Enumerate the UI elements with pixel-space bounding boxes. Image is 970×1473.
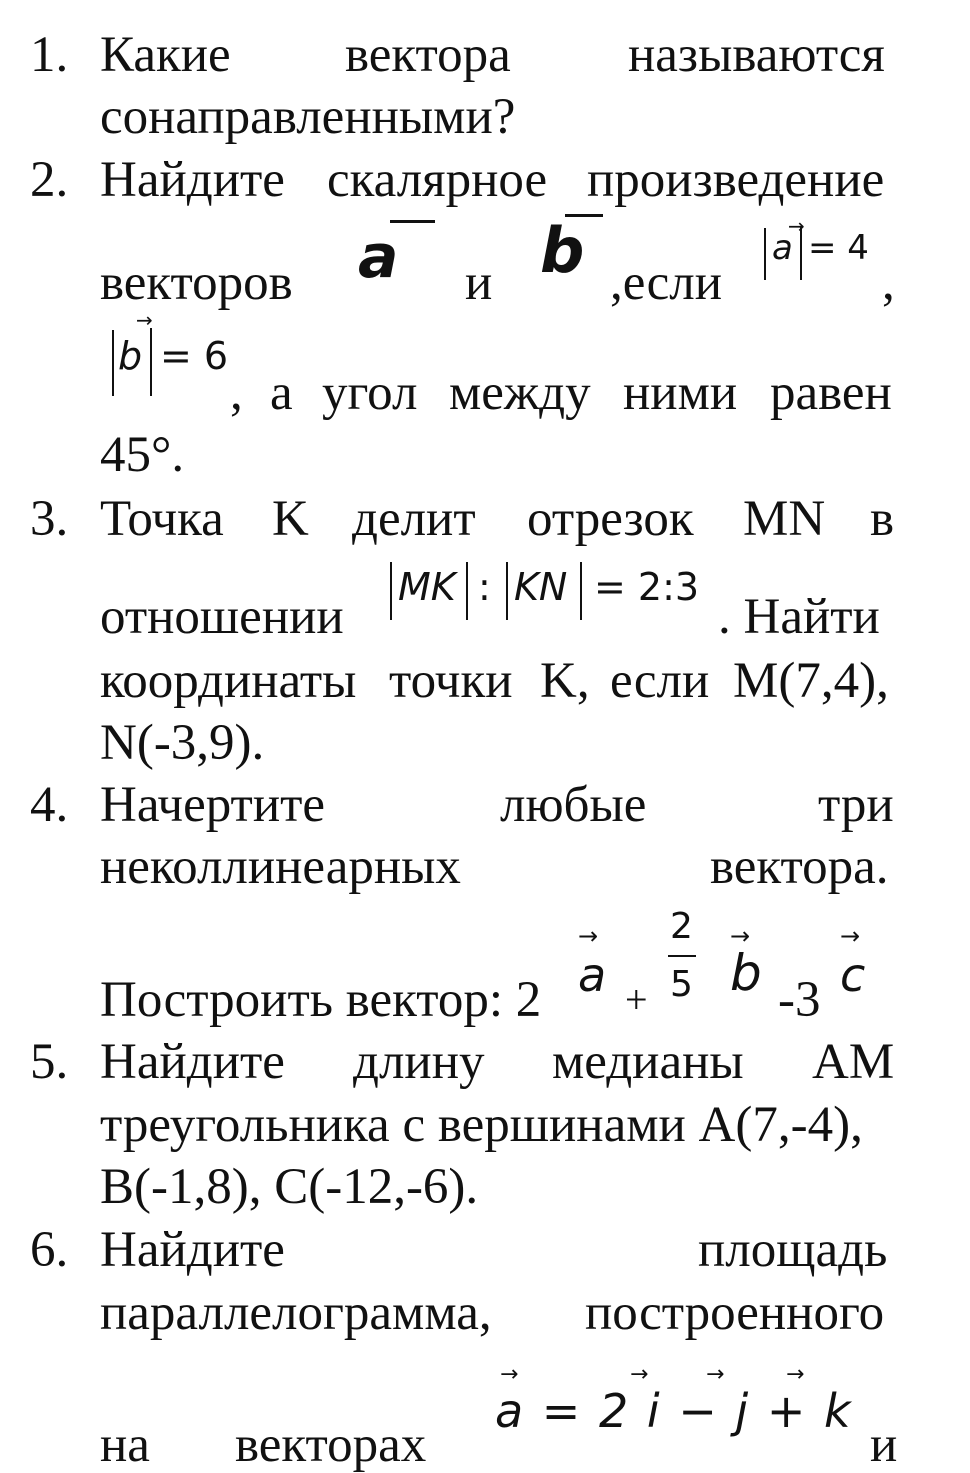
arrow-icon: → — [706, 1362, 725, 1387]
word: скалярное — [327, 152, 548, 208]
abs-bar — [580, 562, 582, 620]
abs-bar — [800, 226, 802, 280]
ratio-colon: : — [478, 565, 491, 609]
word: угол — [322, 365, 418, 421]
word: произведение — [587, 152, 885, 208]
word: Начертите — [100, 777, 326, 833]
word: Какие — [100, 27, 231, 83]
word: Точка — [100, 491, 224, 547]
word: точки — [389, 653, 513, 709]
word: любые — [500, 777, 647, 833]
vector-b-symbol: b — [118, 334, 143, 378]
word: Найдите — [100, 1034, 285, 1090]
word: называются — [628, 27, 885, 83]
arrow-icon: → — [730, 922, 751, 950]
abs-bar — [506, 562, 508, 620]
plus-sign: + — [625, 977, 648, 1022]
arrow-icon: → — [788, 214, 805, 238]
word: Найдите — [100, 152, 285, 208]
vector-a-symbol: a — [358, 222, 399, 292]
word: равен — [770, 365, 892, 421]
word: неколлинеарных — [100, 839, 461, 895]
text-line: B(-1,8), C(-12,-6). — [100, 1159, 479, 1215]
word: сонаправленными? — [100, 89, 516, 145]
vector-b-symbol: b — [730, 944, 762, 1002]
word: параллелограмма, — [100, 1285, 492, 1341]
abs-bar — [764, 228, 766, 280]
word: ними — [623, 365, 738, 421]
arrow-icon: → — [500, 1362, 519, 1387]
word: Построить вектор: 2 — [100, 972, 542, 1028]
word: K, — [540, 653, 590, 709]
vector-c-symbol: c — [840, 948, 866, 1002]
ratio-value: = 2:3 — [594, 565, 700, 609]
item-2-number: 2. — [30, 152, 69, 208]
arrow-icon: → — [786, 1362, 805, 1387]
word: а — [270, 365, 293, 421]
word: длину — [353, 1034, 485, 1090]
item-4-number: 4. — [30, 777, 69, 833]
ratio-kn: KN — [514, 565, 568, 609]
fraction-numerator: 2 — [670, 906, 693, 947]
word: медианы — [552, 1034, 744, 1090]
fraction-bar — [668, 955, 696, 957]
abs-a-value: = 4 — [808, 228, 869, 268]
abs-bar — [466, 562, 468, 620]
word: M(7,4), — [733, 653, 889, 709]
word: ,если — [610, 255, 723, 311]
vector-a-equation: a = 2 i − j + k — [495, 1384, 853, 1438]
word: вектора — [345, 27, 511, 83]
word: MN — [743, 491, 826, 547]
word: AM — [812, 1034, 895, 1090]
arrow-icon: → — [630, 1362, 649, 1387]
ratio-mk: MK — [398, 565, 456, 609]
word: делит — [352, 491, 476, 547]
fraction-denominator: 5 — [670, 964, 693, 1005]
vector-a-symbol: a — [578, 948, 607, 1002]
arrow-icon: → — [136, 308, 153, 332]
word: K — [272, 491, 309, 547]
word: построенного — [585, 1285, 885, 1341]
word: на — [100, 1417, 150, 1473]
word: между — [449, 365, 591, 421]
word: координаты — [100, 653, 357, 709]
item-1-number: 1. — [30, 27, 69, 83]
word: , — [882, 255, 895, 311]
word: и — [465, 255, 493, 311]
word: вектора. — [710, 839, 889, 895]
abs-bar — [390, 562, 392, 620]
vector-a-symbol: a — [772, 228, 793, 268]
abs-bar — [112, 330, 114, 396]
word: и — [870, 1417, 898, 1473]
word: три — [818, 777, 894, 833]
abs-b-value: = 6 — [160, 334, 229, 378]
item-6-number: 6. — [30, 1222, 69, 1278]
word: отношении — [100, 589, 344, 645]
vector-b-symbol: b — [540, 214, 585, 287]
item-3-number: 3. — [30, 491, 69, 547]
abs-bar — [150, 328, 152, 396]
item-5-number: 5. — [30, 1034, 69, 1090]
word: если — [610, 653, 710, 709]
word: N(-3,9). — [100, 715, 265, 771]
word: , — [230, 365, 243, 421]
word: 45°. — [100, 427, 185, 483]
arrow-icon: → — [578, 922, 599, 950]
word: Найдите — [100, 1222, 285, 1278]
word: отрезок — [527, 491, 694, 547]
word: в — [870, 491, 895, 547]
word: векторов — [100, 255, 293, 311]
word: векторах — [235, 1417, 427, 1473]
minus-three: -3 — [778, 972, 821, 1028]
arrow-icon: → — [840, 922, 861, 950]
word: площадь — [698, 1222, 888, 1278]
word: . Найти — [718, 589, 880, 645]
text-line: треугольника с вершинами A(7,-4), — [100, 1097, 863, 1153]
